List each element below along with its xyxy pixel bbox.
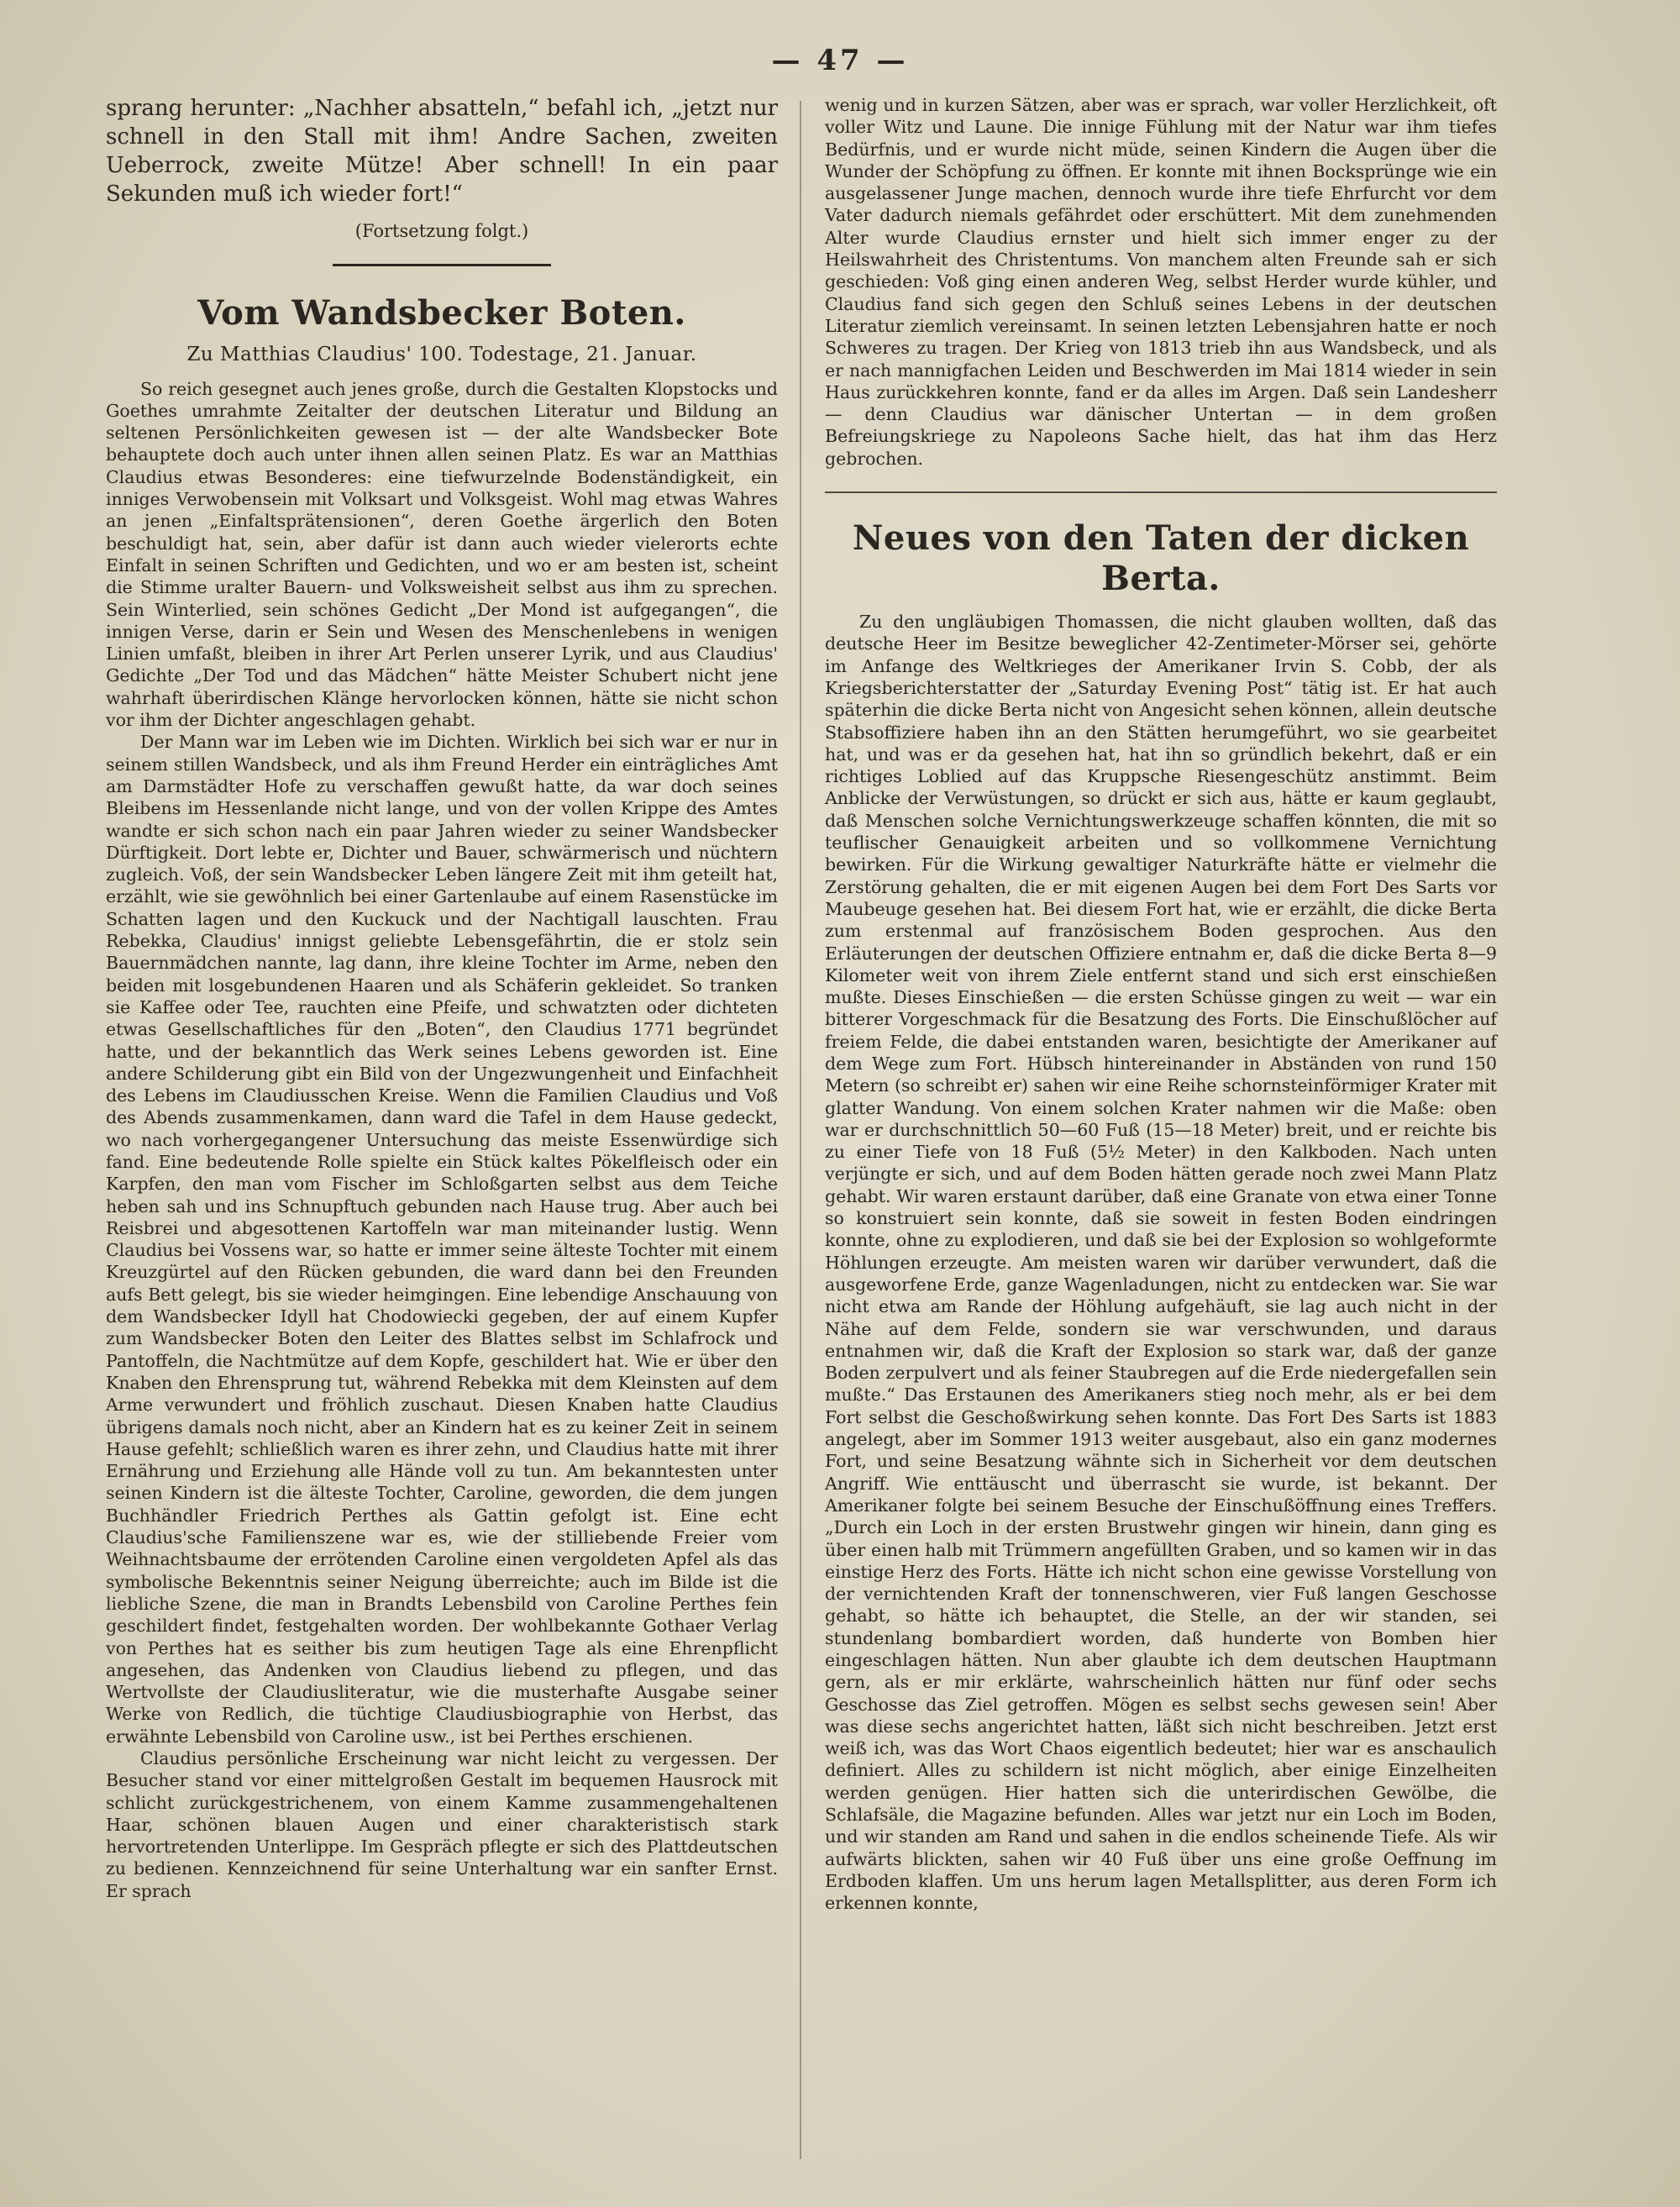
article-title-claudius: Vom Wandsbecker Boten.	[197, 293, 686, 334]
continued-paragraph: wenig und in kurzen Sätzen, aber was er sprach, war voller Herzlichkeit, oft voller Witz und Laune. Die innige Fühlung mit der Natur war ihm tiefes Bedürfnis, und er wurde nicht müde, seinen Kindern die Augen über die Wunder der Schöpfung zu öffnen. Er konnte mit ihnen Bocksprünge wie ein ausgelassener Junge machen, dennoch wurde ihre tiefe Ehrfurcht vor dem Vater dadurch niemals gefährdet oder erschüttert. Mit dem zunehmenden Alter wurde Claudius ernster und hielt sich immer enger zu der Heilswahrheit des Christentums. Von manchem alten Freunde sah er sich geschieden: Voß ging einen anderen Weg, selbst Herder wurde kühler, und Claudius fand sich gegen den Schluß seines Lebens in der deutschen Literatur ziemlich vereinsamt. In seinen letzten Lebensjahren hatte er noch Schweres zu tragen. Der Krieg von 1813 trieb ihn aus Wandsbeck, und als er nach mannigfachen Leiden und Beschwerden im Mai 1814 wieder in sein Haus zurückkehren konnte, fand er da alles im Argen. Daß sein Landesherr — denn Claudius war dänischer Untertan — in dem großen Befreiungskriege zu Napoleons Sache hielt, das hat ihm das Herz gebrochen.	[825, 95, 1497, 469]
separator-rule	[825, 491, 1497, 493]
article-paragraph: So reich gesegnet auch jenes große, durch die Gestalten Klopstocks und Goethes umrahmte Zeitalter der deutschen Literatur und Bildung an seltenen Persönlichkeiten gewesen ist — der alte Wandsbecker Bote behauptete doch auch unter ihnen allen seinen Platz. Es war an Matthias Claudius etwas Besonderes: eine tiefwurzelnde Bodenständigkeit, ein inniges Verwobensein mit Volksart und Volksgeist. Wohl mag etwas Wahres an jenen „Einfaltsprätensionen“, deren Goethe ärgerlich den Boten beschuldigt hat, sein, aber dafür ist dann auch wieder vielerorts echte Einfalt in seinen Schriften und Gedichten, und wo er am besten ist, scheint die Stimme uralter Bauern- und Volksweisheit selbst aus ihm zu sprechen. Sein Winterlied, sein schönes Gedicht „Der Mond ist aufgegangen“, die innigen Verse, darin er Sein und Wesen des Menschenlebens in wenigen Linien umfaßt, bleiben in ihrer Art Perlen unserer Lyrik, und aus Claudius' Gedichte „Der Tod und das Mädchen“ hätte Meister Schubert nicht jene wahrhaft überirdischen Klänge hervorlocken können, hätte sie nicht schon vor ihm der Dichter angeschlagen gehabt.	[106, 378, 778, 731]
article-title-berta: Neues von den Taten der dicken Berta.	[852, 518, 1470, 599]
article-subtitle-claudius: Zu Matthias Claudius' 100. Todestage, 21. Januar.	[186, 344, 697, 366]
article-paragraph: Zu den ungläubigen Thomassen, die nicht glauben wollten, daß das deutsche Heer im Besitze beweglicher 42-Zentimeter-Mörser sei, gehörte im Anfange des Weltkrieges der Amerikaner Irvin S. Cobb, der als Kriegsberichterstatter der „Saturday Evening Post“ tätig ist. Er hat auch späterhin die dicke Berta nicht von Angesicht sehen können, allein deutsche Stabsoffiziere haben ihn an den Stätten herumgeführt, wo sie gearbeitet hat, und was er da gesehen hat, hat ihn so gründlich bekehrt, daß er ein richtiges Loblied auf das Kruppsche Riesengeschütz anstimmt. Beim Anblicke der Verwüstungen, so drückt er sich aus, hätte er kaum geglaubt, daß Menschen solche Vernichtungswerkzeuge schaffen könnten, die mit so teuflischer Genauigkeit arbeiten und so vollkommene Vernichtung bewirken. Für die Wirkung gewaltiger Naturkräfte hätte er vielmehr die Zerstörung gehalten, die er mit eigenen Augen bei dem Fort Des Sarts vor Maubeuge gesehen hat. Bei diesem Fort hat, wie er erzählt, die dicke Berta zum erstenmal auf französischem Boden gesprochen. Aus den Erläuterungen der deutschen Offiziere entnahm er, daß die dicke Berta 8—9 Kilometer weit von ihrem Ziele entfernt stand und sich erst einschießen mußte. Dieses Einschießen — die ersten Schüsse gingen zu weit — war ein bitterer Vorgeschmack für die Besatzung des Forts. Die Einschußlöcher auf freiem Felde, die dabei entstanden waren, besichtigte der Amerikaner auf dem Wege zum Fort. Hübsch hintereinander in Abständen von rund 150 Metern (so schreibt er) sahen wir eine Reihe schornsteinförmiger Krater mit glatter Wandung. Von einem solchen Krater nahmen wir die Maße: oben war er durchschnittlich 50—60 Fuß (15—18 Meter) breit, und er reichte bis zu einer Tiefe von 18 Fuß (5½ Meter) in den Kalkboden. Nach unten verjüngte er sich, und auf dem Boden hätten gerade noch zwei Mann Platz gehabt. Wir waren erstaunt darüber, daß eine Granate von etwa einer Tonne so konstruiert sein konnte, daß sie soweit in festen Boden eindringen konnte, ohne zu explodieren, und daß sie bei der Explosion so wohlgeformte Höhlungen erzeugte. Am meisten waren wir darüber verwundert, daß die ausgeworfene Erde, ganze Wagenladungen, nicht zu entdecken war. Sie war nicht etwa am Rande der Höhlung aufgehäuft, sie lag auch nicht in der Nähe auf dem Felde, sondern sie war verschwunden, und daraus entnahmen wir, daß die Kraft der Explosion so stark war, daß der ganze Boden zerpulvert und als feiner Staubregen auf die Erde niedergefallen sein mußte.“ Das Erstaunen des Amerikaners stieg noch mehr, als er bei dem Fort selbst die Geschoßwirkung sehen konnte. Das Fort Des Sarts ist 1883 angelegt, aber im Sommer 1913 weiter ausgebaut, also ein ganz modernes Fort, und seine Besatzung wähnte sich in Sicherheit vor dem deutschen Angriff. Wie enttäuscht und überrascht sie wurde, ist bekannt. Der Amerikaner folgte bei seinem Besuche der Einschußöffnung eines Treffers. „Durch ein Loch in der ersten Brustwehr gingen wir hinein, dann ging es über einen halb mit Trümmern angefüllten Graben, und so kamen wir in das einstige Herz des Forts. Hätte ich nicht schon eine gewisse Vorstellung von der vernichtenden Kraft der tonnenschweren, vier Fuß langen Geschosse gehabt, so hätte ich behauptet, die Stelle, an der wir standen, sei stundenlang bombardiert worden, daß hunderte von Bomben hier eingeschlagen hätten. Nun aber glaubte ich dem deutschen Hauptmann gern, als er mir erklärte, wahrscheinlich hätten nur fünf oder sechs Geschosse das Ziel getroffen. Mögen es selbst sechs gewesen sein! Aber was diese sechs angerichtet hatten, läßt sich nicht beschreiben. Jetzt erst weiß ich, was das Wort Chaos eigentlich bedeutet; hier war es anschaulich definiert. Alles zu schildern ist nicht möglich, aber einige Einzelheiten werden genügen. Hier hatten sich die unterirdischen Gewölbe, die Schlafsäle, die Magazine befunden. Alles war jetzt nur ein Loch im Boden, und wir standen am Rand und sahen in die endlos scheinende Tiefe. Als wir aufwärts blickten, sahen wir 40 Fuß über uns eine große Oeffnung im Erdboden klaffen. Um uns herum lagen Metallsplitter, aus deren Form ich erkennen konnte,	[825, 612, 1497, 1914]
article-paragraph: Der Mann war im Leben wie im Dichten. Wirklich bei sich war er nur in seinem stillen Wandsbeck, und als ihm Freund Herder ein einträgliches Amt am Darmstädter Hofe zu verschaffen gewußt hatte, da war doch seines Bleibens im Hessenlande nicht lange, und von der vollen Krippe des Amtes wandte er sich schon nach ein paar Jahren wieder zu seiner Wandsbecker Dürftigkeit. Dort lebte er, Dichter und Bauer, schwärmerisch und nüchtern zugleich. Voß, der sein Wandsbecker Leben längere Zeit mit ihm geteilt hat, erzählt, wie sie gewöhnlich bei einer Gartenlaube auf einem Rasenstücke im Schatten lagen und den Kuckuck und der Nachtigall lauschten. Frau Rebekka, Claudius' innigst geliebte Lebensgefährtin, die er stolz sein Bauernmädchen nannte, lag dann, ihre kleine Tochter im Arme, neben den beiden mit losgebundenen Haaren und als Schäferin gekleidet. So tranken sie Kaffee oder Tee, rauchten eine Pfeife, und schwatzten oder dichteten etwas Gesellschaftliches für den „Boten“, den Claudius 1771 begründet hatte, und der bekanntlich das Werk seines Lebens geworden ist. Eine andere Schilderung gibt ein Bild von der Ungezwungenheit und Einfachheit des Lebens im Claudiusschen Kreise. Wenn die Familien Claudius und Voß des Abends zusammenkamen, dann ward die Tafel in dem Hause gedeckt, wo nach vorhergegangener Untersuchung das meiste Essenwürdige sich fand. Eine bedeutende Rolle spielte ein Stück kaltes Pökelfleisch oder ein Karpfen, den man vom Fischer im Schloßgarten selbst aus dem Teiche heben sah und ins Schnupftuch gebunden nach Hause trug. Aber auch bei Reisbrei und abgesottenen Kartoffeln war man miteinander lustig. Wenn Claudius bei Vossens war, so hatte er immer seine älteste Tochter mit einem Kreuzgürtel auf den Rücken gebunden, die ward dann bei den Freunden aufs Bett gelegt, bis sie wieder heimgingen. Eine lebendige Anschauung von dem Wandsbecker Idyll hat Chodowiecki gegeben, der auf einem Kupfer zum Wandsbecker Boten den Leiter des Blattes selbst im Schlafrock und Pantoffeln, die Nachtmütze auf dem Kopfe, geschildert hat. Wie er über den Knaben den Ehrensprung tut, während Rebekka mit dem Kleinsten auf dem Arme verwundert und fröhlich zuschaut. Diesen Knaben hatte Claudius übrigens damals noch nicht, aber an Kindern hat es zu keiner Zeit in seinem Hause gefehlt; schließlich waren es ihrer zehn, und Claudius hatte mit ihrer Ernährung und Erziehung alle Hände voll zu tun. Am bekanntesten unter seinen Kindern ist die älteste Tochter, Caroline, geworden, die dem jungen Buchhändler Friedrich Perthes als Gattin gefolgt ist. Eine echt Claudius'sche Familienszene war es, wie der stilliebende Freier vom Weihnachtsbaume der errötenden Caroline einen vergoldeten Apfel als das symbolische Bekenntnis seiner Neigung überreichte; auch im Bilde ist die liebliche Szene, die man in Brandts Lebensbild von Caroline Perthes fein geschildert findet, festgehalten worden. Der wohlbekannte Gothaer Verlag von Perthes hat es seither bis zum heutigen Tage als eine Ehrenpflicht angesehen, das Andenken von Claudius liebend zu pflegen, und das Wertvollste der Claudiusliteratur, wie die musterhafte Ausgabe seiner Werke von Redlich, die tüchtige Claudiusbiographie von Herbst, das erwähnte Lebensbild von Caroline usw., ist bei Perthes erschienen.	[106, 732, 778, 1747]
page-number: — 47 —	[771, 44, 909, 77]
article-paragraph: Claudius persönliche Erscheinung war nicht leicht zu vergessen. Der Besucher stand vor einer mittelgroßen Gestalt im bequemen Hausrock mit schlicht zurückgestrichenem, von einem Kamme zusammengehaltenen Haar, schönen blauen Augen und einer charakteristisch stark hervortretenden Unterlippe. Im Gespräch pflegte er sich des Plattdeutschen zu bedienen. Kennzeichnend für seine Unterhaltung war ein sanfter Ernst. Er sprach	[106, 1748, 778, 1901]
left-column	[106, 94, 778, 1902]
separator-rule	[333, 264, 551, 266]
column-divider	[800, 101, 801, 2159]
continuation-note: (Fortsetzung folgt.)	[354, 221, 529, 241]
serial-story-ending: sprang herunter: „Nachher absatteln,“ befahl ich, „jetzt nur schnell in den Stall mit ihm! Andre Sachen, zweiten Ueberrock, zweite Mütze! Aber schnell! In ein paar Sekunden muß ich wieder fort!“	[106, 96, 778, 207]
right-column	[825, 94, 1497, 1915]
